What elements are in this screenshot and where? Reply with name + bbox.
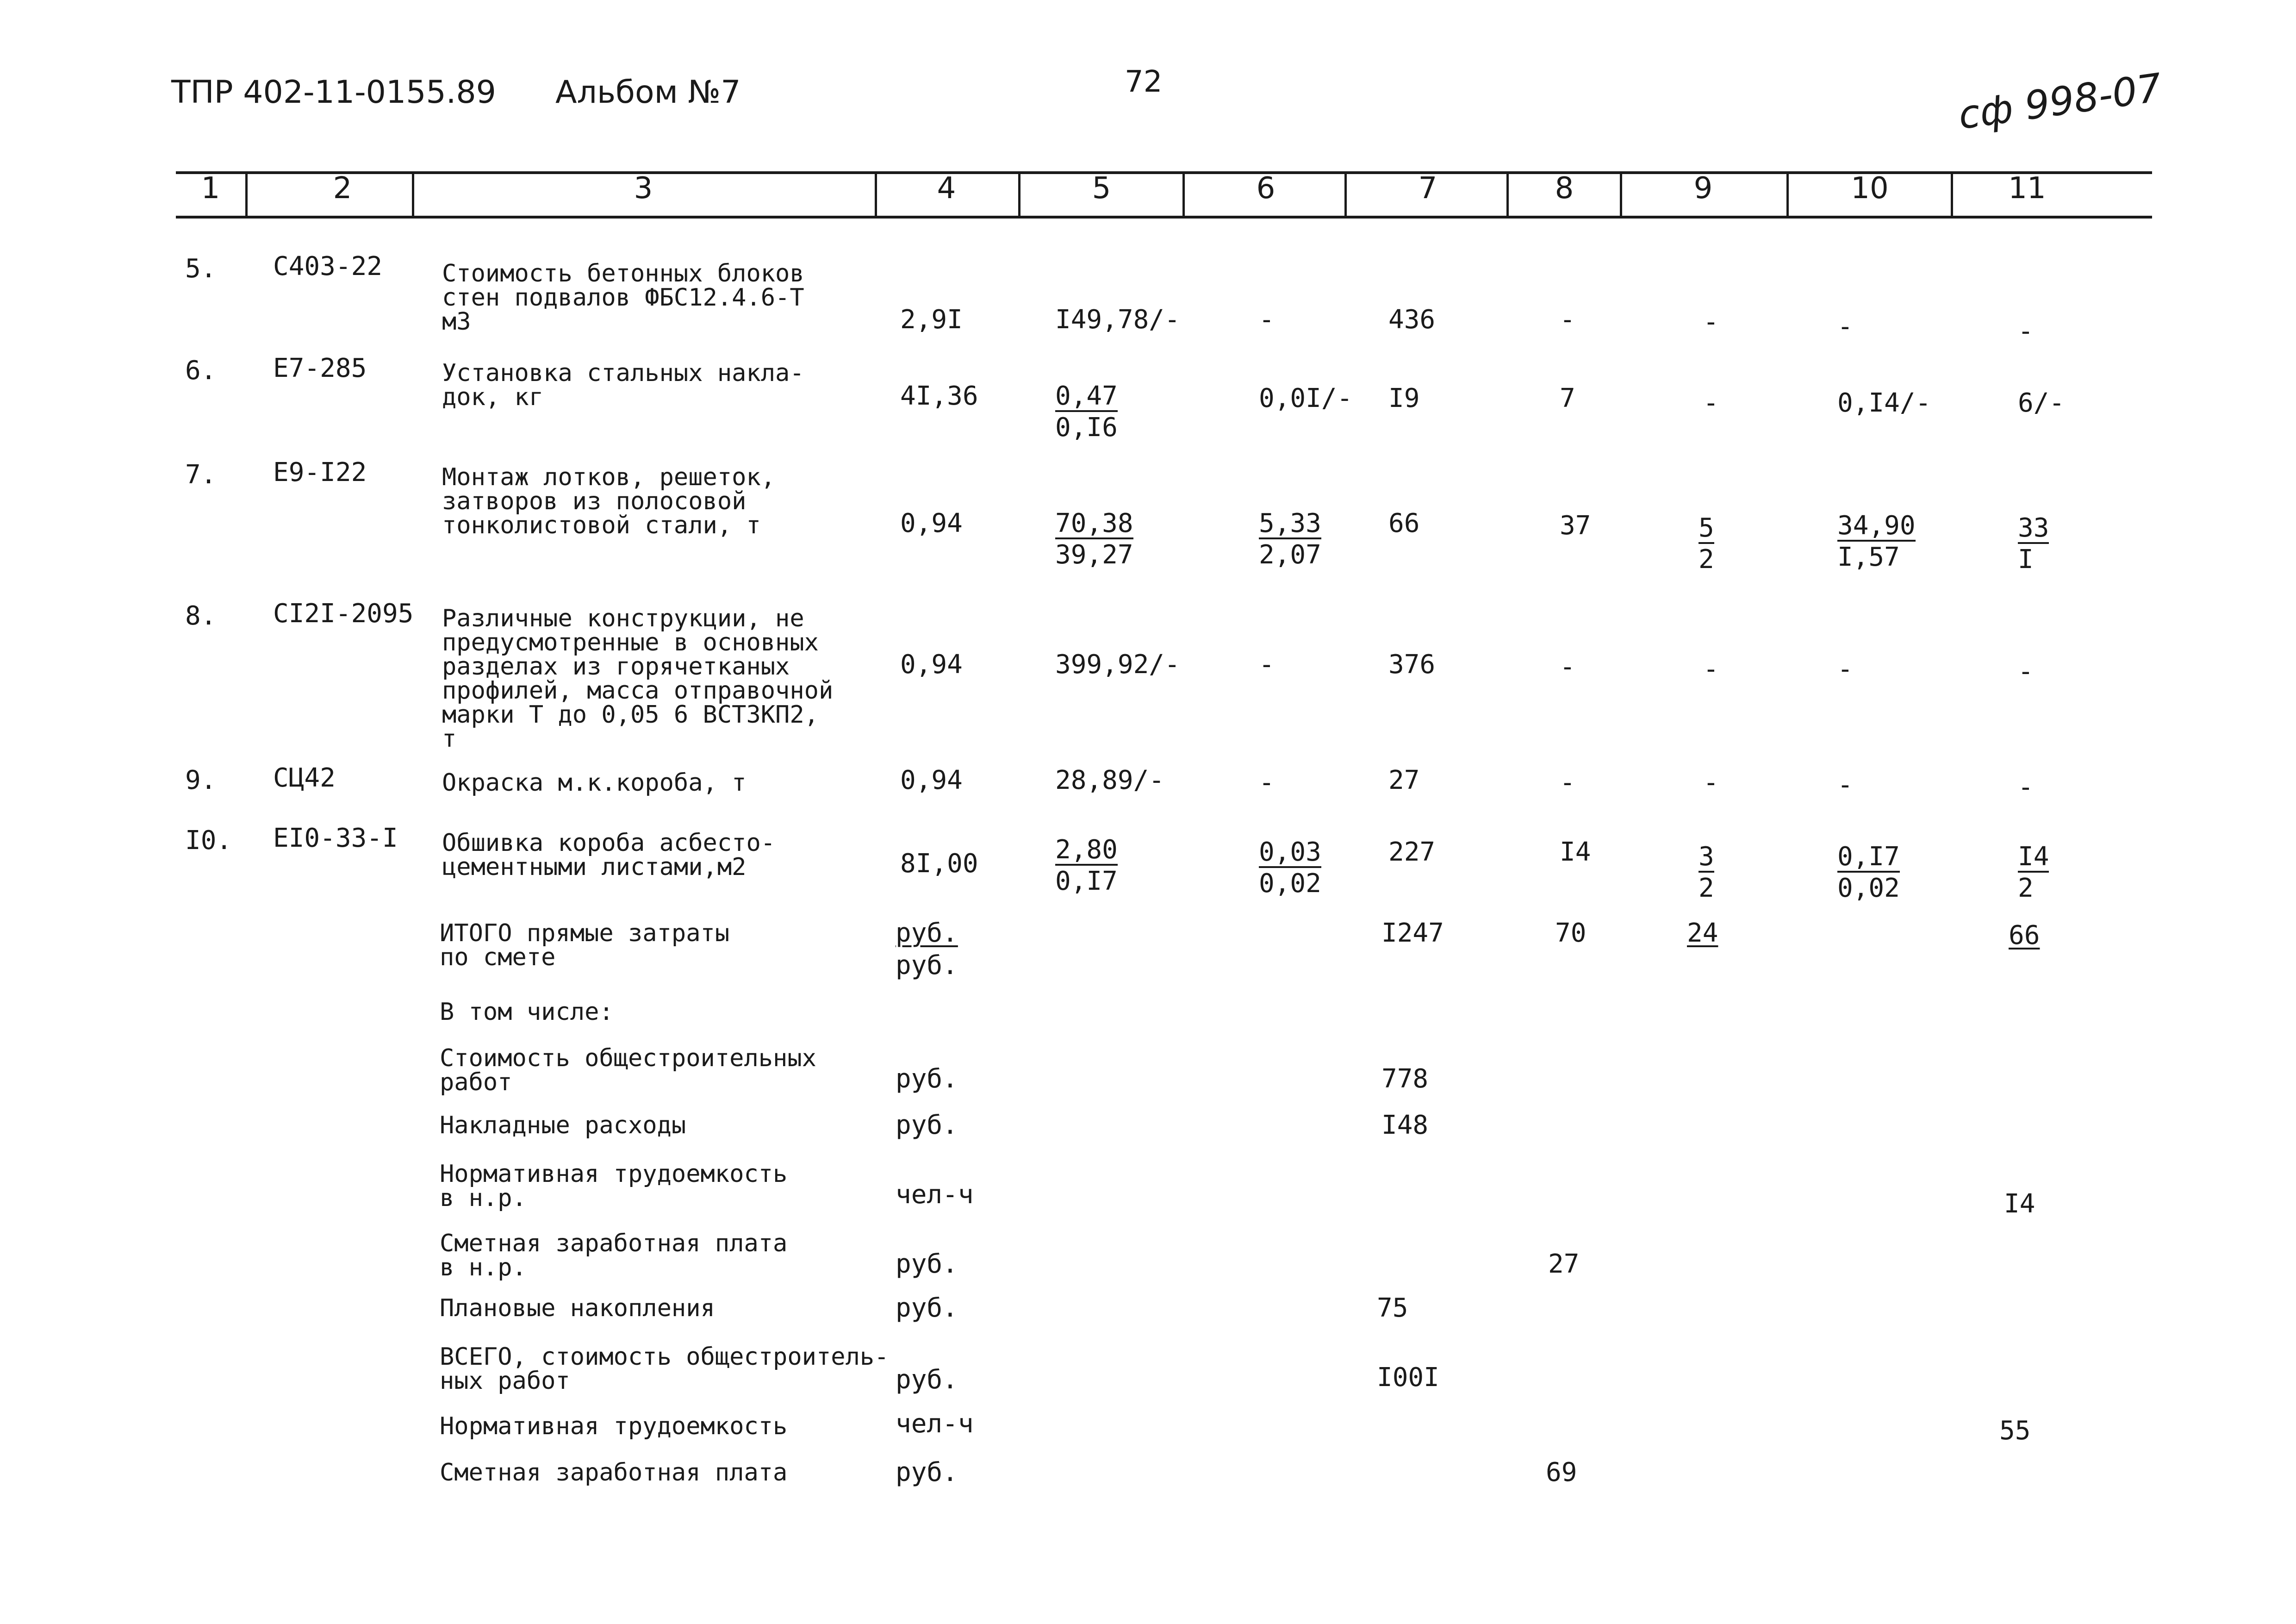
row-c7: 27	[1388, 765, 1420, 795]
column-number: 11	[2008, 171, 2046, 206]
fraction-bottom: 0,I7	[1055, 866, 1118, 896]
column-number: 1	[201, 171, 220, 206]
totals-overhead-label: Накладные расходы	[440, 1112, 686, 1139]
totals-labor-unit: чел-ч	[896, 1409, 974, 1439]
row-c11: -	[2018, 316, 2034, 346]
fraction-top: 0,47	[1055, 381, 1118, 411]
row-code: Е7-285	[273, 353, 367, 383]
row-c9: -	[1703, 654, 1719, 684]
row-description: Монтаж лотков, решеток, затворов из полосовой тонколистовой стали, т	[442, 463, 776, 539]
row-c11-fraction	[2018, 513, 2049, 575]
column-divider	[412, 171, 414, 218]
column-number: 6	[1256, 171, 1276, 206]
page-number: 72	[1125, 65, 1163, 99]
row-c6: -	[1259, 768, 1275, 798]
column-divider	[1951, 171, 1953, 218]
row-c10: -	[1837, 312, 1853, 342]
column-divider	[1344, 171, 1347, 218]
totals-general-unit: руб.	[896, 1064, 958, 1094]
row-c5-fraction	[1055, 835, 1118, 896]
row-c10: -	[1837, 770, 1853, 800]
row-quantity: 4I,36	[900, 381, 978, 411]
row-code: Е9-I22	[273, 457, 367, 487]
row-code: СI2I-2095	[273, 599, 414, 629]
totals-grand-c7: I00I	[1377, 1362, 1439, 1393]
totals-labor-c11: 55	[1999, 1416, 2031, 1446]
column-divider	[1018, 171, 1020, 218]
column-number: 9	[1693, 171, 1713, 206]
totals-profit-unit: руб.	[896, 1293, 958, 1323]
row-description: Обшивка короба асбесто- цементными листами,м2	[442, 829, 776, 881]
fraction-bottom: 2	[1699, 544, 1714, 575]
totals-labor-np-c11: I4	[2004, 1189, 2035, 1219]
row-quantity: 2,9I	[900, 305, 963, 335]
row-code: СЦ42	[273, 763, 336, 793]
row-c6: -	[1259, 650, 1275, 680]
row-c10: 0,I4/-	[1837, 388, 1931, 418]
row-c9: -	[1703, 388, 1719, 418]
row-number: 5.	[185, 254, 217, 284]
fraction-top: I4	[2018, 842, 2049, 872]
row-number: 8.	[185, 601, 217, 631]
row-number: 9.	[185, 765, 217, 795]
totals-wage-np-c8: 27	[1548, 1249, 1580, 1279]
row-number: I0.	[185, 825, 232, 856]
fraction-bottom: 2	[2018, 873, 2034, 903]
row-c8: -	[1560, 652, 1575, 682]
fraction-top: 5	[1699, 513, 1714, 543]
row-c5-fraction	[1055, 381, 1118, 443]
row-c11: -	[2018, 772, 2034, 802]
column-number: 5	[1092, 171, 1111, 206]
row-c8: I4	[1560, 837, 1591, 867]
row-c9: -	[1703, 768, 1719, 798]
totals-profit-label: Плановые накопления	[440, 1294, 715, 1322]
row-number: 7.	[185, 460, 217, 490]
totals-wage-np-unit: руб.	[896, 1249, 958, 1279]
row-description: Стоимость бетонных блоков стен подвалов ФБС12.4.6-Т м3	[442, 260, 804, 336]
totals-wage-np-label: Сметная заработная плата в н.р.	[440, 1230, 788, 1281]
fraction-top: 0,I7	[1837, 842, 1900, 872]
row-number: 6.	[185, 356, 217, 386]
totals-overhead-unit: руб.	[896, 1110, 958, 1140]
column-number: 4	[937, 171, 956, 206]
row-c8: -	[1560, 305, 1575, 335]
column-divider	[1182, 171, 1185, 218]
row-c8: 37	[1560, 511, 1591, 541]
fraction-top: 5,33	[1259, 508, 1321, 538]
row-c5: 399,92/-	[1055, 650, 1180, 680]
row-quantity: 0,94	[900, 765, 963, 795]
fraction-bottom: 2,07	[1259, 540, 1321, 570]
totals-direct-label: ИТОГО прямые затраты по смете	[440, 919, 730, 971]
totals-direct-c7: I247	[1381, 918, 1444, 948]
row-c6: 0,0I/-	[1259, 383, 1353, 413]
row-code: ЕI0-33-I	[273, 823, 398, 853]
totals-direct-c11: 66	[2009, 920, 2040, 950]
row-quantity: 8I,00	[900, 849, 978, 879]
totals-profit-c7: 75	[1377, 1293, 1408, 1323]
row-c7: 436	[1388, 305, 1436, 335]
fraction-bottom: 0,02	[1259, 868, 1321, 899]
column-number: 3	[634, 171, 653, 206]
fraction-bottom: 0,I6	[1055, 412, 1118, 443]
totals-including-label: В том числе:	[440, 998, 614, 1026]
row-c11: -	[2018, 656, 2034, 687]
row-c9-fraction	[1699, 842, 1714, 903]
row-c5-fraction	[1055, 508, 1133, 570]
row-c9: -	[1703, 307, 1719, 337]
column-divider	[1786, 171, 1789, 218]
row-c6-fraction	[1259, 837, 1321, 899]
row-quantity: 0,94	[900, 508, 963, 538]
row-c10-fraction	[1837, 511, 1916, 572]
totals-direct-unit: руб.	[896, 918, 958, 948]
row-c5: I49,78/-	[1055, 305, 1180, 335]
row-c11-fraction	[2018, 842, 2049, 903]
column-number: 7	[1418, 171, 1437, 206]
row-description: Установка стальных накла- док, кг	[442, 359, 804, 411]
fraction-top: 3	[1699, 842, 1714, 872]
row-c6-fraction	[1259, 508, 1321, 570]
row-c7: I9	[1388, 383, 1420, 413]
totals-direct-unit: руб.	[896, 950, 958, 981]
totals-labor-np-label: Нормативная трудоемкость в н.р.	[440, 1160, 788, 1212]
column-divider	[875, 171, 877, 218]
totals-labor-label: Нормативная трудоемкость	[440, 1412, 788, 1440]
totals-general-label: Стоимость общестроительных работ	[440, 1044, 816, 1096]
totals-direct-c9: 24	[1687, 918, 1718, 948]
row-description: Окраска м.к.короба, т	[442, 769, 747, 797]
document-code: ТПР 402-11-0155.89	[171, 74, 496, 111]
fraction-bottom: 0,02	[1837, 873, 1900, 903]
totals-grand-label: ВСЕГО, стоимость общестроитель- ных работ	[440, 1343, 889, 1395]
fraction-bottom: I,57	[1837, 542, 1900, 572]
row-c9-fraction	[1699, 513, 1714, 575]
row-c7: 66	[1388, 508, 1420, 538]
totals-wage-c8: 69	[1546, 1457, 1577, 1487]
fraction-top: 0,03	[1259, 837, 1321, 867]
fraction-bottom: I	[2018, 544, 2034, 575]
row-c7: 227	[1388, 837, 1436, 867]
totals-labor-np-unit: чел-ч	[896, 1180, 974, 1210]
totals-grand-unit: руб.	[896, 1365, 958, 1395]
totals-wage-label: Сметная заработная плата	[440, 1459, 788, 1487]
row-c8: 7	[1560, 383, 1575, 413]
stamp-number: сф 998-07	[1955, 64, 2165, 138]
fraction-top: 34,90	[1837, 511, 1916, 541]
row-quantity: 0,94	[900, 650, 963, 680]
column-divider	[1506, 171, 1509, 218]
totals-general-c7: 778	[1381, 1064, 1429, 1094]
fraction-bottom: 2	[1699, 873, 1714, 903]
fraction-top: 33	[2018, 513, 2049, 543]
row-c6: -	[1259, 305, 1275, 335]
album-label: Альбом №7	[555, 74, 741, 111]
table-header-bottom-border	[176, 216, 2152, 219]
row-c8: -	[1560, 768, 1575, 798]
column-number: 10	[1851, 171, 1889, 206]
row-c11: 6/-	[2018, 388, 2065, 418]
totals-direct-c8: 70	[1555, 918, 1587, 948]
row-c10: -	[1837, 654, 1853, 684]
column-number: 2	[333, 171, 352, 206]
row-c10-fraction	[1837, 842, 1900, 903]
row-description: Различные конструкции, не предусмотренные в основных разделах из горячетканых профилей, масса отправочной марки Т до 0,05 6 ВСТ3КП2, т	[442, 605, 834, 753]
fraction-bottom: 39,27	[1055, 540, 1133, 570]
column-divider	[1620, 171, 1622, 218]
fraction-top: 2,80	[1055, 835, 1118, 865]
row-c7: 376	[1388, 650, 1436, 680]
fraction-top: 70,38	[1055, 508, 1133, 538]
row-c5: 28,89/-	[1055, 765, 1165, 795]
totals-overhead-c7: I48	[1381, 1110, 1429, 1140]
row-code: С403-22	[273, 251, 383, 281]
column-number: 8	[1555, 171, 1574, 206]
totals-wage-unit: руб.	[896, 1457, 958, 1487]
